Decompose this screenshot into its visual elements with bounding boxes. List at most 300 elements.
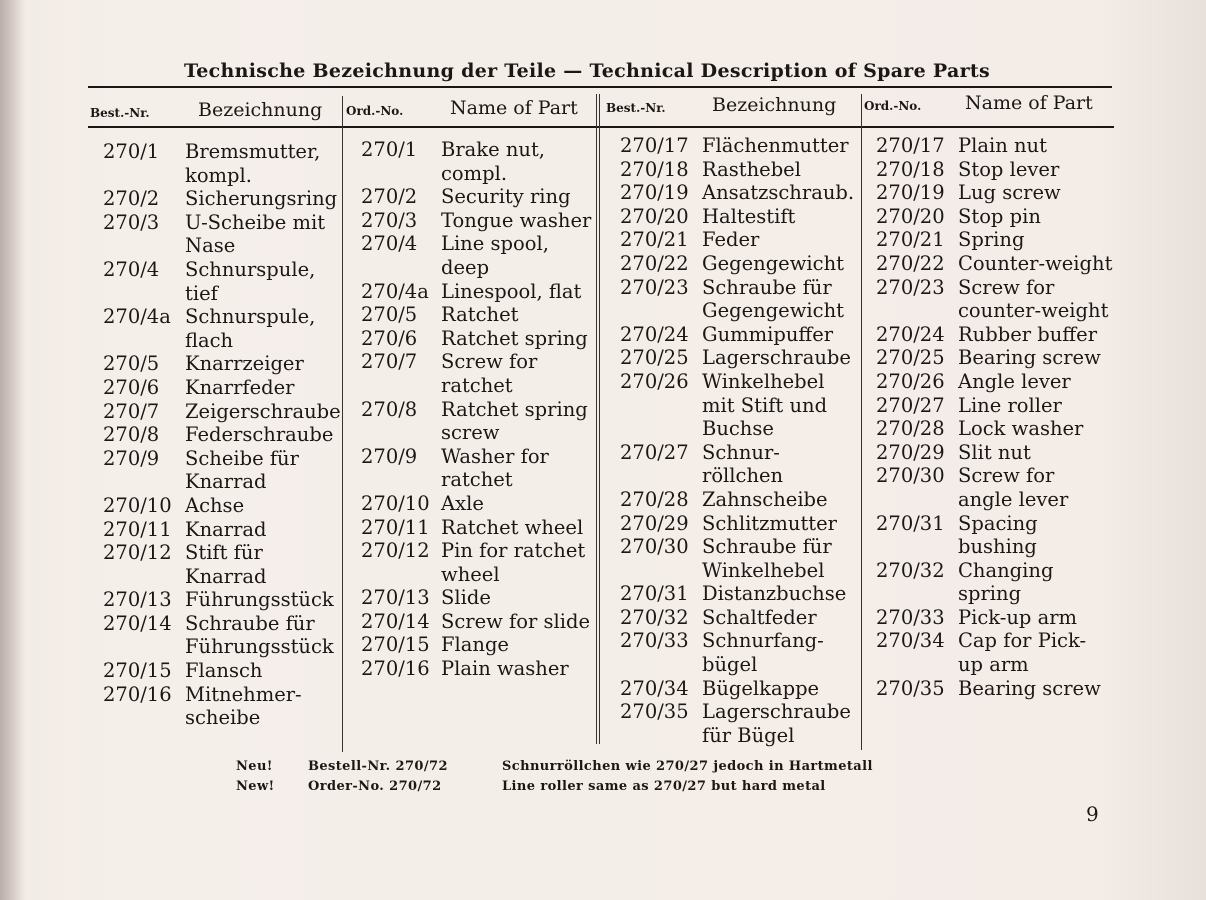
part-number	[103, 164, 185, 188]
part-name: ratchet	[441, 468, 513, 492]
part-name: Lug screw	[958, 181, 1061, 205]
part-number: 270/8	[103, 423, 160, 447]
part-name: scheibe	[185, 706, 261, 730]
part-number	[103, 234, 185, 258]
part-number: 270/31	[620, 582, 689, 606]
part-number: 270/20	[876, 204, 945, 228]
part-name: tief	[185, 281, 218, 305]
part-number: 270/6	[361, 326, 418, 350]
german-part-row	[620, 158, 854, 182]
german-part-row	[620, 629, 854, 653]
german-part-row	[103, 376, 341, 400]
german-part-row	[620, 134, 854, 158]
part-name: compl.	[441, 161, 508, 185]
part-name: Washer for	[441, 444, 549, 468]
german-part-row	[103, 470, 341, 494]
part-number	[620, 394, 702, 418]
english-part-row	[361, 468, 591, 492]
part-name: Zeigerschraube	[185, 399, 341, 423]
part-number: 270/15	[361, 633, 430, 657]
header-name-of-part-left: Name of Part	[450, 97, 578, 119]
part-name: Rubber buffer	[958, 322, 1098, 346]
german-part-row	[103, 612, 341, 636]
english-part-row	[361, 563, 591, 587]
part-name: Knarrzeiger	[185, 352, 304, 376]
part-name: Zahnscheibe	[702, 487, 828, 511]
german-part-row	[103, 329, 341, 353]
german-part-row	[620, 346, 854, 370]
part-name: Schnurspule,	[185, 305, 316, 329]
part-number: 270/4a	[103, 305, 171, 329]
english-part-row	[361, 657, 591, 681]
german-part-row	[620, 370, 854, 394]
part-name: Federschraube	[185, 423, 334, 447]
part-number: 270/4	[361, 232, 418, 256]
part-number: 270/11	[361, 515, 430, 539]
english-part-row	[876, 559, 1112, 583]
part-number: 270/34	[876, 629, 945, 653]
part-name: Ratchet wheel	[441, 515, 584, 539]
part-number: 270/2	[361, 185, 418, 209]
part-name: Screw for	[958, 464, 1055, 488]
german-parts-column-left	[103, 140, 341, 730]
english-part-row	[876, 629, 1112, 653]
german-parts-column-right	[620, 134, 854, 747]
part-number: 270/3	[361, 208, 418, 232]
part-number	[103, 565, 185, 589]
german-part-row	[620, 252, 854, 276]
part-number: 270/32	[876, 558, 945, 582]
part-number: 270/5	[103, 352, 160, 376]
header-best-nr-left: Best.-Nr.	[90, 106, 150, 120]
part-number: 270/6	[103, 375, 160, 399]
english-part-row	[876, 323, 1112, 347]
part-number: 270/16	[361, 657, 430, 681]
german-part-row	[620, 276, 854, 300]
part-name: Ratchet	[441, 303, 519, 327]
german-part-row	[620, 582, 854, 606]
part-name: Haltestift	[702, 204, 796, 228]
part-name: Lagerschraube	[702, 346, 851, 370]
part-name: Flansch	[185, 659, 263, 683]
part-number: 270/28	[620, 487, 689, 511]
english-part-row	[876, 464, 1112, 488]
footnote-german	[236, 759, 873, 774]
german-part-row	[620, 417, 854, 441]
footnote-english	[236, 779, 826, 794]
part-number: 270/14	[103, 611, 172, 635]
part-name: Schlitzmutter	[702, 511, 838, 535]
part-name: Rasthebel	[702, 157, 801, 181]
english-part-row	[876, 417, 1112, 441]
english-part-row	[361, 539, 591, 563]
part-number	[620, 653, 702, 677]
part-number: 270/26	[876, 369, 945, 393]
german-part-row	[620, 535, 854, 559]
german-part-row	[103, 211, 341, 235]
part-name: Schraube für	[185, 611, 315, 635]
part-name: wheel	[441, 562, 500, 586]
german-part-row	[620, 653, 854, 677]
footnote-en-text: Line roller same as 270/27 but hard metal	[502, 779, 826, 794]
part-number: 270/3	[103, 210, 160, 234]
part-name: Gegengewicht	[702, 251, 844, 275]
german-part-row	[103, 400, 341, 424]
part-number: 270/35	[620, 700, 689, 724]
part-number: 270/12	[103, 541, 172, 565]
part-name: Winkelhebel	[702, 369, 825, 393]
part-number	[361, 468, 441, 492]
part-number	[103, 329, 185, 353]
english-part-row	[361, 374, 591, 398]
english-part-row	[361, 327, 591, 351]
english-part-row	[876, 394, 1112, 418]
part-number: 270/18	[876, 157, 945, 181]
part-name: Schaltfeder	[702, 605, 817, 629]
part-name: Counter-weight	[958, 251, 1113, 275]
part-number	[620, 464, 702, 488]
english-part-row	[876, 276, 1112, 300]
part-name: Screw for	[958, 275, 1055, 299]
part-name: mit Stift und	[702, 393, 828, 417]
part-number: 270/13	[103, 588, 172, 612]
english-part-row	[876, 299, 1112, 323]
german-part-row	[103, 282, 341, 306]
german-part-row	[103, 234, 341, 258]
german-part-row	[103, 258, 341, 282]
part-name: Knarrfeder	[185, 375, 295, 399]
part-name: Bügelkappe	[702, 676, 820, 700]
english-part-row	[876, 205, 1112, 229]
part-name: Cap for Pick-	[958, 629, 1087, 653]
part-number	[620, 417, 702, 441]
part-name: Angle lever	[958, 369, 1071, 393]
part-name: Pick-up arm	[958, 605, 1078, 629]
english-part-row	[361, 421, 591, 445]
part-number: 270/1	[361, 138, 418, 161]
english-part-row	[876, 134, 1112, 158]
part-number: 270/35	[876, 676, 945, 700]
part-name: Winkelhebel	[702, 558, 825, 582]
part-number	[620, 724, 702, 748]
english-part-row	[876, 488, 1112, 512]
part-number: 270/29	[620, 511, 689, 535]
german-part-row	[103, 541, 341, 565]
part-number: 270/23	[876, 275, 945, 299]
german-part-row	[620, 205, 854, 229]
part-number: 270/4	[103, 257, 160, 281]
part-number	[876, 653, 958, 677]
part-name: Gegengewicht	[702, 299, 844, 323]
page-title: Technische Bezeichnung der Teile — Technical Description of Spare Parts	[184, 60, 990, 82]
part-name: Bearing screw	[958, 676, 1101, 700]
german-part-row	[103, 352, 341, 376]
separator-2b	[599, 94, 600, 744]
part-name: Führungsstück	[185, 635, 334, 659]
part-number	[620, 559, 702, 583]
german-part-row	[620, 394, 854, 418]
german-part-row	[620, 181, 854, 205]
german-part-row	[103, 635, 341, 659]
page-number: 9	[1086, 802, 1099, 826]
part-name: Sicherungsring	[185, 187, 338, 211]
part-name: Flächenmutter	[702, 134, 849, 157]
part-number: 270/17	[620, 134, 689, 157]
english-part-row	[361, 398, 591, 422]
part-number: 270/10	[103, 493, 172, 517]
english-part-row	[361, 445, 591, 469]
part-name: Schnur-	[702, 440, 780, 464]
footnote-en-prefix: New!	[236, 779, 275, 794]
footnote-de-prefix: Neu!	[236, 759, 273, 774]
part-name: Brake nut,	[441, 138, 545, 161]
part-number: 270/12	[361, 539, 430, 563]
part-number: 270/9	[361, 444, 418, 468]
binding-shadow	[0, 0, 26, 900]
part-number: 270/17	[876, 134, 945, 157]
part-name: Line roller	[958, 393, 1062, 417]
part-number: 270/10	[361, 491, 430, 515]
part-number: 270/18	[620, 157, 689, 181]
separator-3	[861, 94, 862, 750]
german-part-row	[103, 518, 341, 542]
german-part-row	[103, 588, 341, 612]
part-name: Knarrad	[185, 470, 267, 494]
part-number: 270/22	[620, 251, 689, 275]
part-number: 270/28	[876, 417, 945, 441]
part-number: 270/33	[620, 629, 689, 653]
english-part-row	[361, 492, 591, 516]
header-bezeichnung-right: Bezeichnung	[712, 94, 837, 116]
part-name: Achse	[185, 493, 245, 517]
english-part-row	[361, 586, 591, 610]
header-rule	[88, 126, 1114, 128]
part-number	[103, 470, 185, 494]
german-part-row	[620, 464, 854, 488]
german-part-row	[620, 606, 854, 630]
english-part-row	[876, 252, 1112, 276]
part-name: Screw for slide	[441, 609, 591, 633]
part-name: Plain washer	[441, 657, 569, 681]
footnote-de-text: Schnurröllchen wie 270/27 jedoch in Hartmetall	[502, 759, 873, 774]
english-part-row	[361, 185, 591, 209]
english-part-row	[361, 516, 591, 540]
part-name: spring	[958, 582, 1022, 606]
part-name: Lock washer	[958, 417, 1084, 441]
english-part-row	[876, 582, 1112, 606]
part-number: 270/11	[103, 517, 172, 541]
german-part-row	[103, 140, 341, 164]
part-number: 270/31	[876, 511, 945, 535]
german-part-row	[620, 512, 854, 536]
part-number	[876, 535, 958, 559]
part-name: Mitnehmer-	[185, 682, 302, 706]
english-part-row	[361, 209, 591, 233]
part-number: 270/32	[620, 605, 689, 629]
german-part-row	[103, 447, 341, 471]
part-name: Screw for	[441, 350, 538, 374]
separator-2a	[596, 94, 597, 744]
part-name: U-Scheibe mit	[185, 210, 326, 234]
part-number: 270/34	[620, 676, 689, 700]
part-name: Distanzbuchse	[702, 582, 847, 606]
part-name: Knarrad	[185, 564, 267, 588]
part-name: für Bügel	[702, 723, 795, 747]
part-name: Knarrad	[185, 517, 267, 541]
part-number: 270/25	[620, 346, 689, 370]
part-number: 270/30	[620, 535, 689, 559]
english-part-row	[361, 350, 591, 374]
german-part-row	[103, 305, 341, 329]
english-part-row	[876, 181, 1112, 205]
separator-1	[342, 96, 343, 752]
part-name: counter-weight	[958, 299, 1109, 323]
english-part-row	[361, 633, 591, 657]
title-rule	[88, 86, 1112, 88]
german-part-row	[103, 565, 341, 589]
header-ord-no-left: Ord.-No.	[346, 104, 404, 118]
german-part-row	[620, 441, 854, 465]
part-name: Schraube für	[702, 535, 832, 559]
part-number: 270/23	[620, 275, 689, 299]
part-name: Gummipuffer	[702, 322, 834, 346]
part-name: Plain nut	[958, 134, 1047, 157]
english-part-row	[876, 512, 1112, 536]
part-number	[361, 162, 441, 186]
english-part-row	[876, 653, 1112, 677]
english-part-row	[361, 232, 591, 256]
german-part-row	[620, 323, 854, 347]
part-number: 270/4a	[361, 279, 429, 303]
part-name: Ansatzschraub.	[702, 181, 855, 205]
german-part-row	[620, 677, 854, 701]
part-number: 270/9	[103, 446, 160, 470]
part-name: ratchet	[441, 373, 513, 397]
german-part-row	[103, 494, 341, 518]
english-part-row	[361, 280, 591, 304]
part-name: Spacing	[958, 511, 1038, 535]
part-number: 270/5	[361, 303, 418, 327]
german-part-row	[620, 488, 854, 512]
footnote-en-order: Order-No. 270/72	[308, 779, 442, 794]
part-number: 270/29	[876, 440, 945, 464]
part-number: 270/7	[361, 350, 418, 374]
part-number: 270/21	[620, 228, 689, 252]
part-name: Feder	[702, 228, 760, 252]
english-part-row	[876, 606, 1112, 630]
part-number: 270/19	[876, 181, 945, 205]
part-number	[361, 563, 441, 587]
english-part-row	[361, 256, 591, 280]
part-number	[876, 299, 958, 323]
part-number	[620, 299, 702, 323]
part-number: 270/30	[876, 464, 945, 488]
part-number: 270/13	[361, 586, 430, 610]
german-part-row	[103, 423, 341, 447]
part-name: Linespool, flat	[441, 279, 582, 303]
part-name: Spring	[958, 228, 1025, 252]
part-number: 270/33	[876, 605, 945, 629]
part-name: Scheibe für	[185, 446, 299, 470]
german-part-row	[620, 559, 854, 583]
german-part-row	[620, 299, 854, 323]
part-name: Bearing screw	[958, 346, 1101, 370]
part-number: 270/14	[361, 609, 430, 633]
part-name: screw	[441, 421, 500, 445]
part-name: Schnurspule,	[185, 257, 316, 281]
part-name: Changing	[958, 558, 1054, 582]
german-part-row	[103, 659, 341, 683]
part-name: bushing	[958, 535, 1037, 559]
part-number: 270/20	[620, 204, 689, 228]
english-part-row	[361, 303, 591, 327]
english-part-row	[876, 677, 1112, 701]
part-number	[876, 488, 958, 512]
german-part-row	[103, 187, 341, 211]
part-name: Slit nut	[958, 440, 1031, 464]
part-name: bügel	[702, 653, 758, 677]
german-part-row	[103, 683, 341, 707]
part-name: Schraube für	[702, 275, 832, 299]
english-part-row	[361, 610, 591, 634]
english-part-row	[876, 346, 1112, 370]
part-number: 270/24	[620, 322, 689, 346]
part-number	[103, 635, 185, 659]
header-ord-no-right: Ord.-No.	[864, 99, 922, 113]
part-name: Stift für	[185, 541, 263, 565]
part-number: 270/1	[103, 140, 160, 163]
part-name: Stop lever	[958, 157, 1060, 181]
part-number: 270/26	[620, 369, 689, 393]
part-name: Lagerschraube	[702, 700, 851, 724]
part-number	[361, 421, 441, 445]
part-name: Buchse	[702, 417, 774, 441]
part-number: 270/21	[876, 228, 945, 252]
part-name: Ratchet spring	[441, 397, 588, 421]
part-number	[361, 374, 441, 398]
part-number: 270/2	[103, 187, 160, 211]
english-part-row	[876, 158, 1112, 182]
part-name: Flange	[441, 633, 509, 657]
part-name: kompl.	[185, 163, 252, 187]
english-part-row	[361, 162, 591, 186]
part-name: Bremsmutter,	[185, 140, 321, 163]
part-name: röllchen	[702, 464, 784, 488]
german-part-row	[620, 724, 854, 748]
part-number	[103, 282, 185, 306]
part-name: Slide	[441, 586, 491, 610]
part-name: Stop pin	[958, 204, 1041, 228]
part-number	[361, 256, 441, 280]
english-part-row	[876, 441, 1112, 465]
part-number: 270/27	[620, 440, 689, 464]
part-number	[876, 582, 958, 606]
part-number: 270/15	[103, 659, 172, 683]
german-part-row	[620, 700, 854, 724]
part-number: 270/16	[103, 682, 172, 706]
header-best-nr-right: Best.-Nr.	[606, 101, 666, 115]
part-name: Ratchet spring	[441, 326, 588, 350]
german-part-row	[620, 228, 854, 252]
english-part-row	[876, 370, 1112, 394]
part-name: Pin for ratchet	[441, 539, 586, 563]
part-name: angle lever	[958, 487, 1069, 511]
footnote-de-order: Bestell-Nr. 270/72	[308, 759, 448, 774]
part-name: Führungsstück	[185, 588, 334, 612]
header-name-of-part-right: Name of Part	[965, 92, 1093, 114]
part-number: 270/7	[103, 399, 160, 423]
part-number: 270/19	[620, 181, 689, 205]
